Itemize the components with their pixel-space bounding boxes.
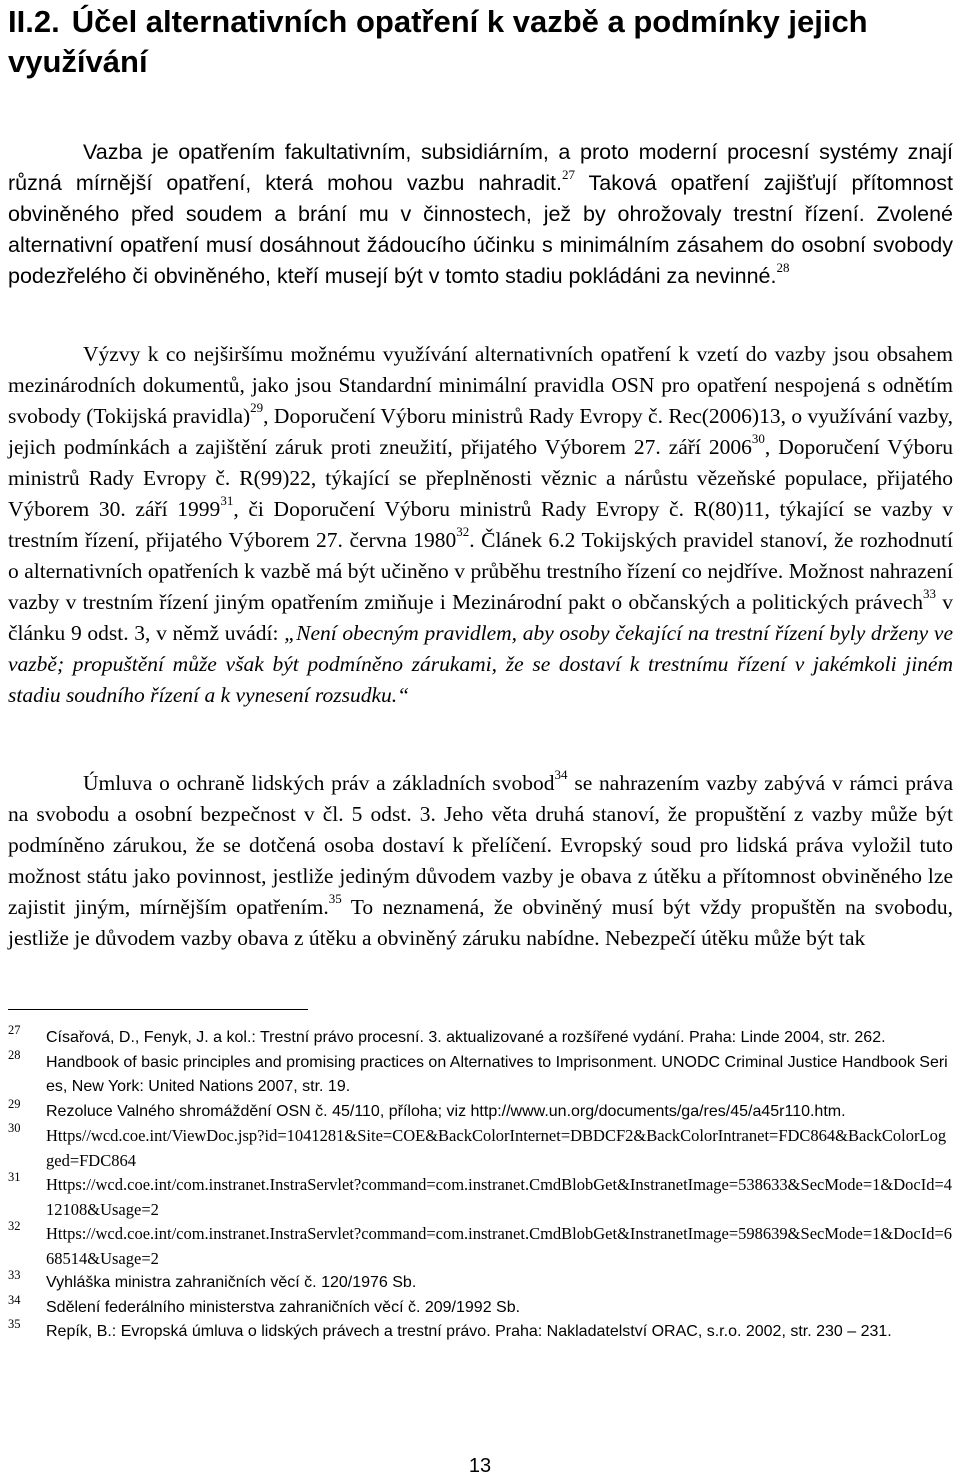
footnote-ref[interactable]: 32 (456, 523, 470, 539)
footnote (8, 1023, 953, 1051)
footnote-text: Císařová, D., Fenyk, J. a kol.: Trestní právo procesní. 3. aktualizované a rozšířené vydání. Praha: Linde 2004, str. 262. (46, 1029, 886, 1046)
paragraph-1 (8, 137, 953, 292)
footnote-link[interactable]: Rezoluce Valného shromáždění OSN č. 45/110, příloha; viz http://www.un.org/documents/ga/res/45/a45r110.htm. (46, 1102, 846, 1120)
footnote-ref[interactable]: 30 (751, 430, 765, 446)
footnote (8, 1096, 953, 1125)
footnote-ref[interactable]: 34 (554, 766, 568, 782)
footnote-text: Repík, B.: Evropská úmluva o lidských právech a trestní právo. Praha: Nakladatelství ORAC, s.r.o. 2002, str. 230 – 231. (46, 1323, 892, 1340)
paragraph-2 (8, 339, 953, 711)
footnote-text: Vyhláška ministra zahraničních věcí č. 120/1976 Sb. (46, 1274, 417, 1291)
footnote-ref[interactable]: 33 (923, 585, 936, 601)
paragraph-text: Taková opatření zajišťují přítomnost obviněného před soudem a brání mu v činnostech, jež by ohrožovaly trestní řízení. Zvolené alternativní opatření musí dosáhnout žádoucího účinku s minimálním zásahem do osobní svobody podezřelého či obviněného, kteří musejí být v tomto stadiu pokládáni za nevinné. (8, 171, 954, 288)
footnote-number: 28 (8, 1047, 21, 1062)
footnote-text: Sdělení federálního ministerstva zahraničních věcí č. 209/1992 Sb. (46, 1298, 521, 1316)
paragraph-text: v článku 9 odst. 3, v němž uvádí: (8, 590, 954, 645)
paragraph-text: Vazba je opatřením fakultativním, subsidiárním, a proto moderní procesní systémy znají různá mírnější opatření, která mohou vazbu nahradit. (8, 140, 953, 195)
footnote-text: Handbook of basic principles and promising practices on Alternatives to Imprisonment. UNODC Criminal Justice Handbook Series, New York: United Nations 2007, str. 19. (46, 1053, 948, 1095)
section-heading (8, 2, 948, 82)
footnote-link[interactable]: Https://wcd.coe.int/com.instranet.InstraServlet?command=com.instranet.CmdBlobGet&InstranetImage=598639&SecMode=1&DocId=668514&Usage=2 (46, 1224, 953, 1268)
paragraph-text: , Doporučení Výboru ministrů Rady Evropy č. Rec(2006)13, o využívání vazby, jejich podmínkách a zajištění záruk proti zneužití, přijatého Výborem 27. září 2006 (8, 404, 953, 459)
paragraph-text: Úmluva o ochraně lidských práv a základních svobod (83, 771, 555, 795)
paragraph-text: Výzvy k co nejširšímu možnému využívání alternativních opatření k vzetí do vazby jsou obsahem mezinárodních dokumentů, jako jsou Standardní minimální pravidla OSN pro opatření nespojená s odnětím svobody (Tokijská pravidla) (8, 342, 953, 428)
paragraph-text: , či Doporučení Výboru ministrů Rady Evropy č. R(80)11, týkající se vazby v trestním řízení, přijatého Výborem 27. června 1980 (8, 497, 953, 552)
footnote-separator (8, 1009, 308, 1010)
footnote-ref[interactable]: 31 (220, 492, 234, 508)
paragraph-text: . Článek 6.2 Tokijských pravidel stanoví, že rozhodnutí o alternativních opatřeních k vazbě má být učiněno v průběhu trestního řízení co nejdříve. Možnost nahrazení vazby v trestním řízení jiným opatřením zmiňuje i Mezinárodní pakt o občanských a politických právech (8, 528, 953, 614)
footnote (8, 1121, 953, 1173)
footnote-ref[interactable]: 27 (562, 166, 576, 182)
page-number: 13 (468, 1455, 492, 1477)
footnote-ref[interactable]: 29 (250, 399, 264, 415)
paragraph-3 (8, 768, 953, 954)
footnote-ref[interactable]: 28 (776, 259, 790, 275)
footnote (8, 1292, 953, 1321)
footnote (8, 1317, 953, 1345)
paragraph-text: To neznamená, že obviněný musí být vždy propuštěn na svobodu, jestliže je důvodem vazby obava z útěku a obviněný záruku nabídne. Nebezpečí útěku může být tak (8, 895, 953, 950)
footnote-link[interactable]: Https://wcd.coe.int/com.instranet.InstraServlet?command=com.instranet.CmdBlobGet&InstranetImage=538633&SecMode=1&DocId=412108&Usage=2 (46, 1175, 953, 1219)
footnote-number: 31 (8, 1170, 21, 1184)
quotation: „Není obecným pravidlem, aby osoby čekající na trestní řízení byly drženy ve vazbě; propuštění může však být podmíněno zárukami, že se dostaví k trestnímu řízení v jakémkoli jiném stadiu soudního řízení a k vynesení rozsudku.“ (8, 621, 953, 707)
section-number: II.2. (8, 4, 60, 39)
footnote-number: 32 (8, 1219, 21, 1233)
footnote-number: 30 (8, 1121, 21, 1135)
footnote-link[interactable]: Https//wcd.coe.int/ViewDoc.jsp?id=1041281&Site=COE&BackColorInternet=DBDCF2&BackColorIntranet=FDC864&BackColorLogged=FDC864 (46, 1126, 947, 1170)
footnote (8, 1170, 953, 1222)
paragraph-text: se nahrazením vazby zabývá v rámci práva na svobodu a osobní bezpečnost v čl. 5 odst. 3. Jeho věta druhá stanoví, že propuštění z vazby může být podmíněno zárukou, že se dotčená osoba dostaví k přelíčení. Evropský soud pro lidská práva vyložil tuto možnost státu jako povinnost, jestliže jediným důvodem vazby je obava z útěku a přítomnost obviněného lze zajistit jiným, mírnějším opatřením. (8, 771, 954, 919)
footnote-number: 35 (8, 1317, 21, 1331)
paragraph-text: , Doporučení Výboru ministrů Rady Evropy č. R(99)22, týkající se přeplněnosti věznic a nárůstu vězeňské populace, přijatého Výborem 30. září 1999 (8, 435, 953, 521)
footnote-number: 29 (8, 1096, 21, 1111)
footnote-ref[interactable]: 35 (328, 890, 342, 906)
footnote-number: 27 (8, 1023, 21, 1037)
footnote-number: 34 (8, 1292, 21, 1307)
footnote (8, 1047, 953, 1100)
section-title: Účel alternativních opatření k vazbě a podmínky jejich využívání (8, 4, 868, 79)
footnote-number: 33 (8, 1268, 21, 1282)
footnote (8, 1219, 953, 1271)
footnotes (8, 1020, 953, 1345)
footnote (8, 1268, 953, 1296)
